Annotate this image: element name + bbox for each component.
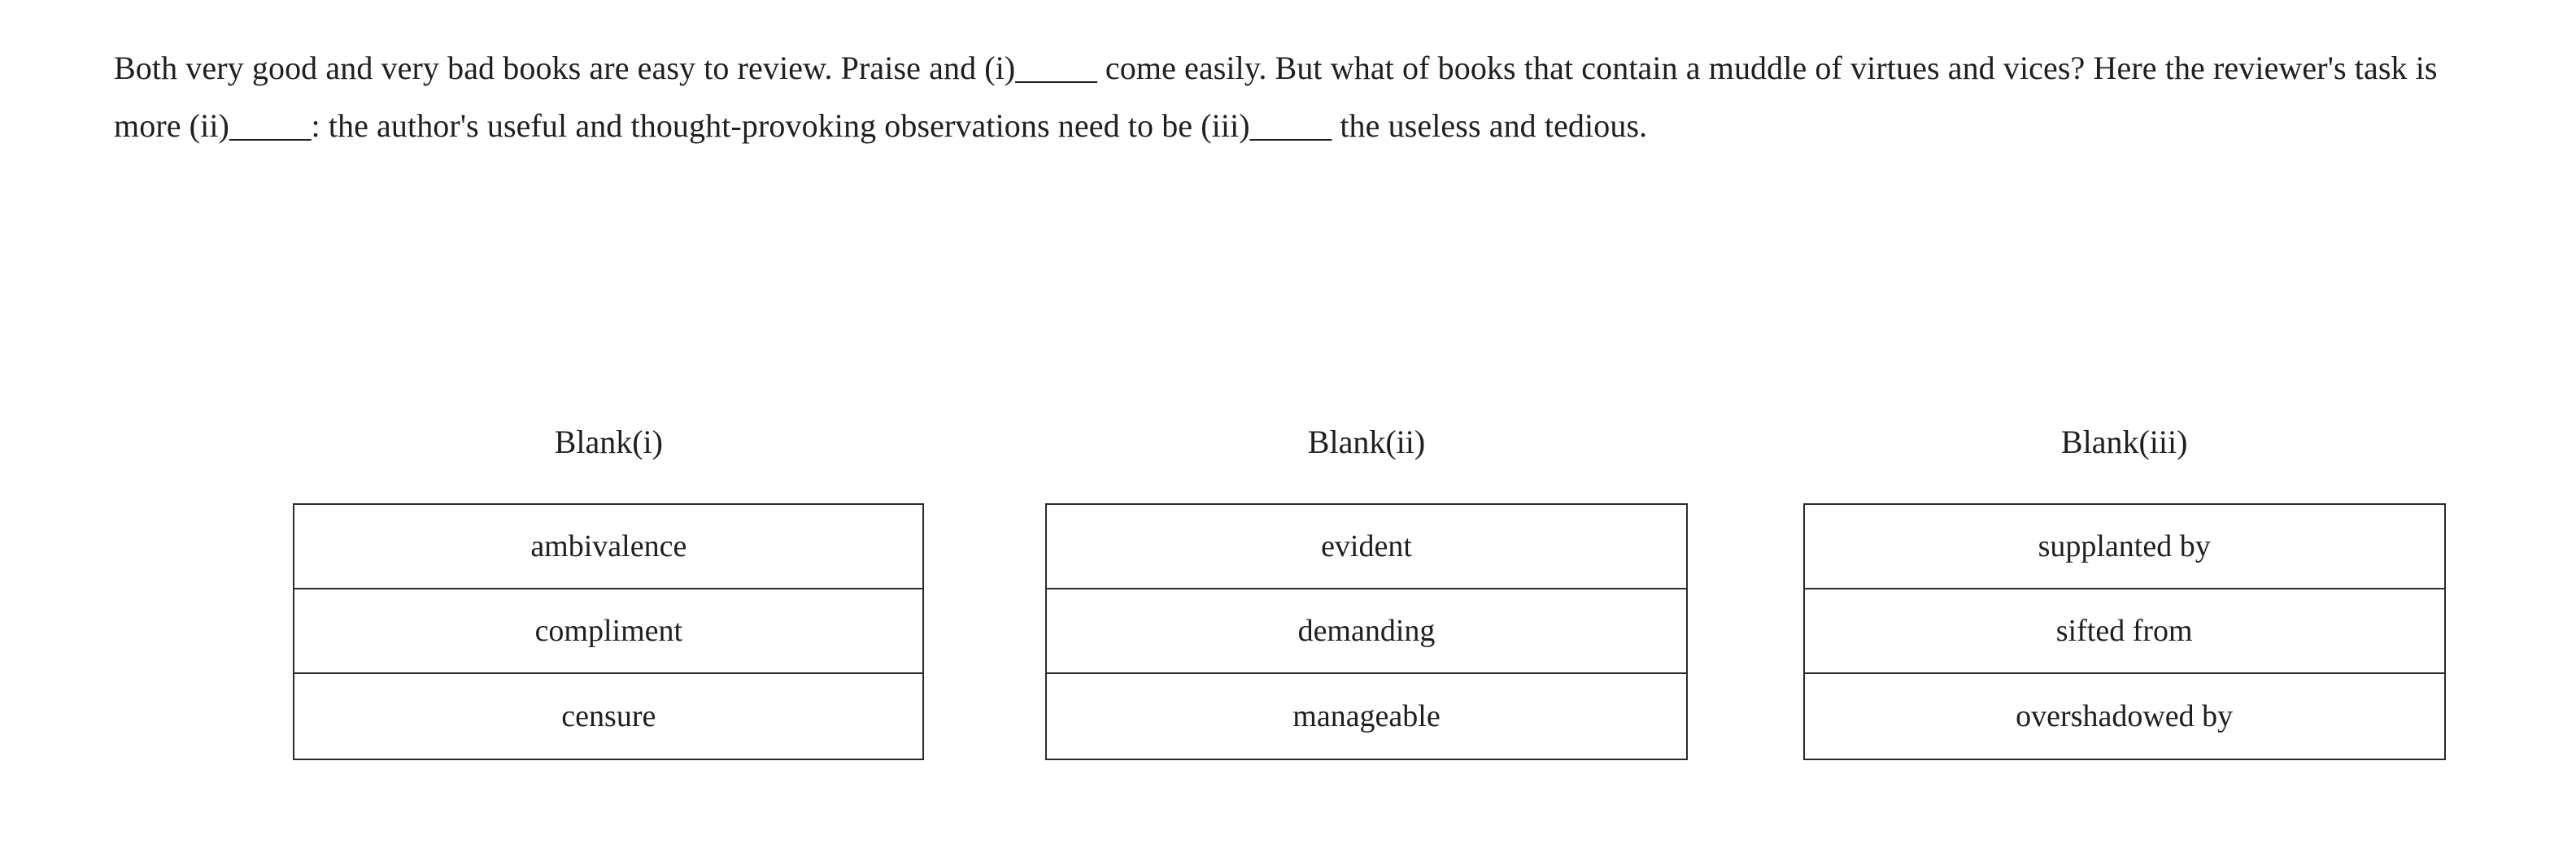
blank-ii-option-1[interactable]: evident: [1047, 505, 1686, 589]
passage-text: Both very good and very bad books are easy to review. Praise and (i)_____ come easily. But what of books that contain a muddle of virtues and vices? Here the reviewer's task is more (ii)_____: the author's useful and thought-provoking observations need to be (iii)_____ the useless and tedious.: [114, 50, 2438, 145]
blank-i-option-3[interactable]: censure: [294, 674, 922, 759]
blank-ii-title: Blank(ii): [1307, 424, 1426, 460]
blank-iii-option-3[interactable]: overshadowed by: [1805, 674, 2444, 759]
blank-i-title: Blank(i): [554, 424, 663, 460]
blank-column-iii: [1784, 423, 2465, 760]
blank-i-options: [293, 503, 924, 760]
blank-iii-title: Blank(iii): [2060, 424, 2188, 460]
blank-ii-option-3[interactable]: manageable: [1047, 674, 1686, 759]
blank-iii-option-2[interactable]: sifted from: [1805, 589, 2444, 674]
blank-ii-options: [1045, 503, 1688, 760]
blank-ii-option-2[interactable]: demanding: [1047, 589, 1686, 674]
blank-i-option-2[interactable]: compliment: [294, 589, 922, 674]
blank-i-option-1[interactable]: ambivalence: [294, 505, 922, 589]
blank-iii-option-1[interactable]: supplanted by: [1805, 505, 2444, 589]
answer-choices-area: [114, 423, 2465, 760]
blank-column-ii: [1026, 423, 1707, 760]
blank-column-i: [268, 423, 949, 760]
blank-iii-options: [1803, 503, 2446, 760]
